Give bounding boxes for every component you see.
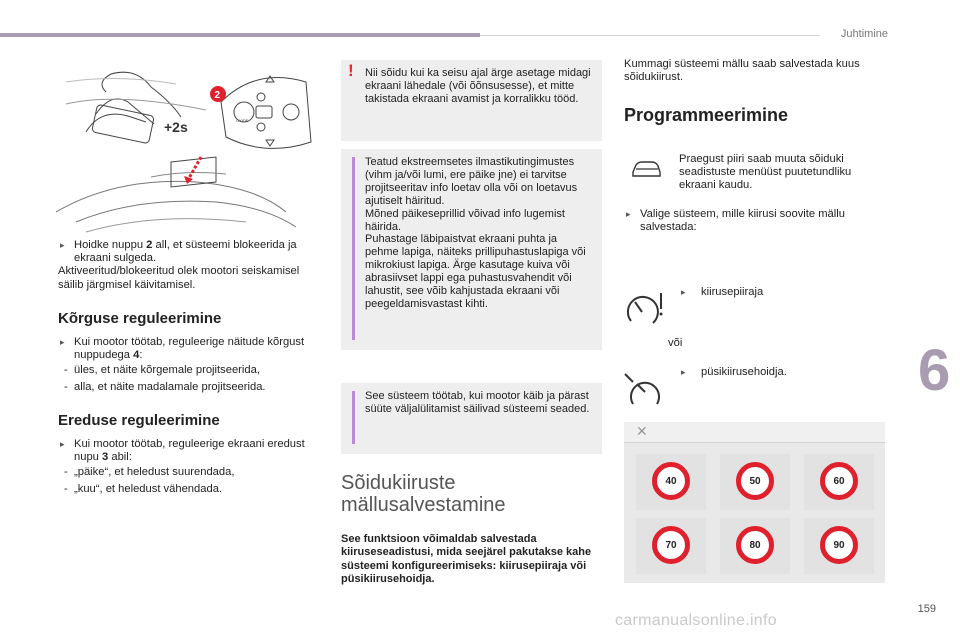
header-bar bbox=[0, 33, 480, 37]
programming-title: Programmeerimine bbox=[624, 105, 789, 126]
option-cruise: ▸ püsikiirusehoidja. bbox=[679, 366, 879, 379]
right-column bbox=[624, 58, 886, 126]
info-cleaning-text: Puhastage läbipaistvat ekraani puhta ja pehme lapiga, näiteks prillipuhastuslapiga või mikrokiust lapiga. Ärge kasutage kuiva või abrasiivset lappi ega puhastusvahendit või lahustit, see võib kahjustada ekraani või peegeldamisvastast kihti. bbox=[365, 233, 586, 310]
select-system-bullet: ▸ Valige süsteem, mille kiirusi soovite mällu salvestada: bbox=[624, 208, 886, 234]
speed-memory-description: See funktsioon võimaldab salvestada kiiruseseadistusi, mida seejärel pakutakse kahe süsteemi konfigureerimiseks: kiirusepiiraja või püsikiirusehoidja. bbox=[341, 533, 592, 586]
memory-intro-text: Kummagi süsteemi mällu saab salvestada kuus sõidukiirust. bbox=[624, 58, 860, 84]
watermark: carmanualsonline.info bbox=[615, 612, 777, 629]
speed-sign-50[interactable]: 50 bbox=[736, 462, 774, 500]
speed-sign-40[interactable]: 40 bbox=[652, 462, 690, 500]
info-weather-text: Teatud ekstreemsetes ilmastikutingimustes (vihm ja/või lumi, ere päike jne) ei tarvitse projitseeritav info loetav olla või on loetavus ajutiselt häiritud. bbox=[365, 156, 578, 207]
chapter-tab bbox=[910, 335, 960, 415]
info-note-settings bbox=[341, 383, 602, 454]
warning-note bbox=[341, 60, 602, 141]
height-dash-up: - üles, et näite kõrgemale projitseerida, bbox=[58, 364, 310, 377]
page-number: 159 bbox=[917, 603, 936, 615]
brightness-bullet: ▸ Kui mootor töötab, reguleerige ekraani eredust nupu 3 abil: bbox=[58, 438, 310, 464]
option-or: või bbox=[668, 337, 683, 349]
speed-sign-70[interactable]: 70 bbox=[652, 526, 690, 564]
left-column bbox=[58, 239, 310, 496]
brightness-dash-sun: - „päike“, et heledust suurendada, bbox=[58, 466, 310, 479]
intro-text: Aktiveeritud/blokeeritud olek mootori seiskamisel säilib järgmisel käivitamisel. bbox=[58, 265, 300, 291]
hud-controls-illustration bbox=[56, 62, 326, 234]
height-dash-down: - alla, et näite madalamale projitseerida. bbox=[58, 381, 310, 394]
brightness-dash-moon: - „kuu“, et heledust vähendada. bbox=[58, 483, 310, 496]
speed-limiter-icon bbox=[623, 287, 667, 331]
header-rule bbox=[480, 35, 820, 36]
car-icon bbox=[630, 158, 662, 180]
info-sunglasses-text: Mõned päikeseprillid võivad info lugemist häirida. bbox=[365, 207, 565, 233]
info-note-conditions bbox=[341, 149, 602, 350]
height-bullet: ▸ Kui mootor töötab, reguleerige näitude kõrgust nuppudega 4: bbox=[58, 336, 310, 362]
speed-sign-60[interactable]: 60 bbox=[820, 462, 858, 500]
info-marker-icon bbox=[352, 157, 355, 340]
hold-2s-label: +2s bbox=[164, 119, 188, 135]
speed-memory-title: Sõidukiiruste mällusalvestamine bbox=[341, 472, 506, 516]
programming-text: Praegust piiri saab muuta sõiduki seadistuste menüüst puutetundliku ekraani kaudu. bbox=[679, 153, 852, 192]
height-section-title: Kõrguse reguleerimine bbox=[58, 309, 222, 327]
speed-sign-90[interactable]: 90 bbox=[820, 526, 858, 564]
info-marker-icon bbox=[352, 391, 355, 444]
brightness-section-title: Ereduse reguleerimine bbox=[58, 411, 220, 429]
speed-sign-80[interactable]: 80 bbox=[736, 526, 774, 564]
screen-header bbox=[624, 422, 885, 443]
info-settings-text: See süsteem töötab, kui mootor käib ja pärast süüte väljalülitamist säilivad süsteemi seaded. bbox=[365, 390, 590, 415]
intro-bullet: ▸ Hoidke nuppu 2 all, et süsteemi blokeerida ja ekraani sulgeda. bbox=[58, 239, 310, 265]
moon-button-label: OXIDE bbox=[236, 118, 249, 123]
warning-text: Nii sõidu kui ka seisu ajal ärge asetage midagi ekraani lähedale (või õõnsusesse), et mitte takistada ekraani avamist ja korralikku tööd. bbox=[365, 67, 591, 105]
callout-2-label: 2 bbox=[214, 90, 221, 101]
section-title: Juhtimine bbox=[840, 28, 888, 40]
warning-icon: ! bbox=[348, 61, 354, 80]
option-limiter: ▸ kiirusepiiraja bbox=[679, 286, 879, 299]
speed-presets-screen bbox=[624, 422, 885, 583]
arrow-icon bbox=[188, 157, 201, 180]
cruise-control-icon bbox=[623, 372, 667, 410]
close-icon[interactable]: ✕ bbox=[636, 423, 648, 439]
chapter-number: 6 bbox=[918, 338, 951, 403]
speed-memory-section bbox=[341, 472, 603, 587]
